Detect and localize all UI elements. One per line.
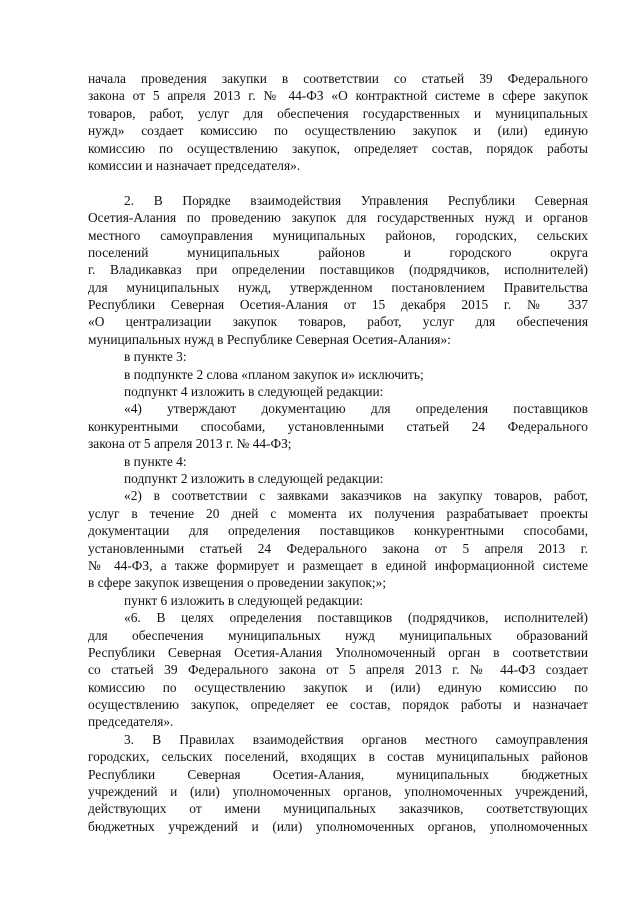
text-line: «О централизации закупок товаров, работ, услуг для обеспечения (88, 314, 588, 330)
text-line: со статьей 39 Федерального закона от 5 апреля 2013 г. № 44-ФЗ создает (88, 662, 588, 678)
text-line: поселений муниципальных районов и городского округа (88, 244, 588, 260)
text-line: 2. В Порядке взаимодействия Управления Республики Северная (124, 192, 588, 208)
text-line: «4) утверждают документацию для определения поставщиков (124, 401, 588, 417)
text-line: подпункт 2 изложить в следующей редакции: (124, 470, 384, 486)
text-line: Республики Северная Осетия-Алания, муниципальных бюджетных (88, 766, 588, 782)
text-line: комиссию по осуществлению закупок и (или) единую комиссию по (88, 679, 588, 695)
text-line: действующих от имени муниципальных заказчиков, соответствующих (88, 801, 588, 817)
text-line: Республики Северная Осетия-Алания от 15 декабря 2015 г. № 337 (88, 297, 588, 313)
paragraph-gap (88, 174, 588, 191)
text-line: документации для определения поставщиков конкурентными способами, (88, 523, 588, 539)
text-line: нужд» создает комиссию по осуществлению закупок и (или) единую (88, 123, 588, 139)
text-line: местного самоуправления муниципальных районов, городских, сельских (88, 227, 588, 243)
text-line: осуществлению закупок, определяет ее состав, порядок работы и назначает (88, 697, 588, 713)
text-line: пункт 6 изложить в следующей редакции: (124, 592, 364, 608)
text-line: для муниципальных нужд, утвержденном постановлением Правительства (88, 279, 588, 295)
text-line: г. Владикавказ при определении поставщиков (подрядчиков, исполнителей) (88, 262, 588, 278)
text-line: в сфере закупок извещения о проведении закупок;»; (88, 575, 387, 591)
text-line: комиссии и назначает председателя». (88, 157, 301, 173)
text-line: бюджетных учреждений и (или) уполномоченных органов, уполномоченных (88, 818, 588, 834)
text-line: закона от 5 апреля 2013 г. № 44-ФЗ «О контрактной системе в сфере закупок (88, 88, 588, 104)
text-line: в подпункте 2 слова «планом закупок и» исключить; (124, 366, 424, 382)
text-line: учреждений и (или) уполномоченных органов, уполномоченных учреждений, (88, 784, 588, 800)
text-line: Осетия-Алания по проведению закупок для государственных нужд и органов (88, 210, 588, 226)
text-line: подпункт 4 изложить в следующей редакции: (124, 384, 384, 400)
text-line: начала проведения закупки в соответствии со статьей 39 Федерального (88, 71, 588, 86)
document-body (88, 70, 588, 835)
text-line: в пункте 4: (124, 453, 187, 469)
text-line: «2) в соответствии с заявками заказчиков на закупку товаров, работ, (124, 488, 588, 504)
text-line: установленными статьей 24 Федерального закона от 5 апреля 2013 г. (88, 540, 588, 556)
text-line: конкурентными способами, установленными статьей 24 Федерального (88, 418, 588, 434)
text-line: «6. В целях определения поставщиков (подрядчиков, исполнителей) (124, 610, 588, 626)
text-line: Республики Северная Осетия-Алания Уполномоченный орган в соответствии (88, 644, 588, 660)
text-line: 3. В Правилах взаимодействия органов местного самоуправления (124, 731, 588, 747)
text-line: председателя». (88, 714, 174, 730)
text-line: муниципальных нужд в Республике Северная Осетия-Алания»: (88, 331, 451, 347)
text-line: закона от 5 апреля 2013 г. № 44-ФЗ; (88, 436, 292, 452)
text-line: комиссию по осуществлению закупок, определяет состав, порядок работы (88, 140, 588, 156)
text-line: для обеспечения муниципальных нужд муниципальных образований (88, 627, 588, 643)
text-line: услуг в течение 20 дней с момента их получения разрабатывает проекты (88, 505, 588, 521)
text-line: товаров, работ, услуг для обеспечения государственных и муниципальных (88, 105, 588, 121)
text-line: в пункте 3: (124, 349, 187, 365)
text-line: № 44-ФЗ, а также формирует и размещает в единой информационной системе (88, 557, 588, 573)
text-line: городских, сельских поселений, входящих в состав муниципальных районов (88, 749, 588, 765)
